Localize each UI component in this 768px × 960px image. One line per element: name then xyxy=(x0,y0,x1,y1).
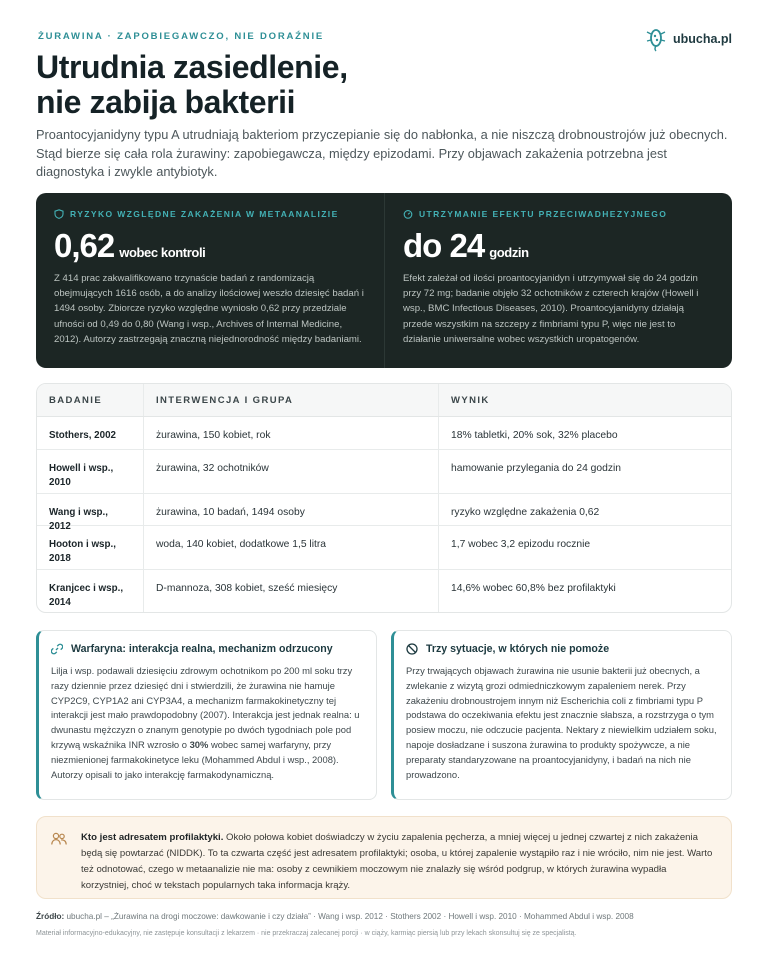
disclaimer: Materiał informacyjno-edukacyjny, nie zastępuje konsultacji z lekarzem · nie przekraczaj zalecanej porcji · w ciąży, karmiąc piersią lub przy lekach skonsultuj się ze specjalistą. xyxy=(36,930,577,937)
lede: Proantocyjanidyny typu A utrudniają bakteriom przyczepianie się do nabłonka, a nie niszczą drobnoustrojów już obecnych. Stąd bierze się cała rola żurawiny: zapobiegawcza, między epizodami. Przy objawach zakażenia potrzebna jest diagnostyka i zwykle antybiotyk. xyxy=(36,127,728,179)
eyebrow: ŻURAWINA · ZAPOBIEGAWCZO, NIE DORAŹNIE xyxy=(38,31,325,42)
title-line-2: nie zabija bakterii xyxy=(36,84,296,120)
source-line xyxy=(36,912,634,921)
card-text-part-2: wobec samej warfaryny, przy niezmienionej farmakokinetyce leku (Mohammed Abdul i wsp., 2008). Autorzy opisali to jako interakcję farmakodynamiczną. xyxy=(51,738,339,780)
limits-card xyxy=(391,630,732,800)
stat-value xyxy=(403,227,714,265)
card-text-part-1: Lilja i wsp. podawali dziesięciu zdrowym ochotnikom po 200 ml soku trzy razy dziennie przez dziesięć dni i stwierdzili, że żurawina nie hamuje CYP2C9, CYP1A2 ani CYP3A4, a mechanizm farmakokinetyczny tej interakcji jest mało prawdopodobny (2007). Interakcja jest jednak realna: u dwunastu mężczyzn o znanym genotypie po dwóch tygodniach pole pod krzywą wskaźnika INR wzrosło o xyxy=(51,665,360,750)
card-text: Przy trwających objawach żurawina nie usunie bakterii już obecnych, a zwlekanie z wizytą grozi odmiedniczkowym zapaleniem nerek. Przy zakażeniu drobnoustrojem innym niż Escherichia coli z fimbriami typu P podstawa do oczekiwania efektu jest znacznie słabsza, a rozstrzyga o tym posiew moczu, nie odczucie pacjenta. Nektary z niewielkim udziałem soku, napoje dosładzane i suszona żurawina to produkty spożywcze, a nie preparaty standaryzowane na proantocyjanidyny, i badań na nich nie prowadzono. xyxy=(406,665,717,780)
source-text: ubucha.pl – „Żurawina na drogi moczowe: dawkowanie i czy działa” · Wang i wsp. 2012 · Stothers 2002 · Howell i wsp. 2010 · Mohammed Abdul i wsp. 2008 xyxy=(64,912,634,921)
table-row xyxy=(37,417,731,450)
column-header-result: WYNIK xyxy=(451,395,490,406)
warfarin-card xyxy=(36,630,377,800)
card-heading xyxy=(406,643,719,655)
stat-description: Z 414 prac zakwalifikowano trzynaście badań z randomizacją obejmujących 1616 osób, a do analizy ilościowej weszło dziesięć badań i 1494 osoby. Zbiorcze ryzyko względne wyniosło 0,62 przy przedziale ufności od 0,49 do 0,80 (Wang i wsp., Archives of Internal Medicine, 2012). Autorzy zastrzegają znaczną niejednorodność między badaniami. xyxy=(54,273,364,345)
card-title: Warfaryna: interakcja realna, mechanizm odrzucony xyxy=(71,643,333,655)
stat-number: 0,62 xyxy=(54,227,115,264)
cell-intervention: żurawina, 10 badań, 1494 osoby xyxy=(144,494,439,525)
stat-kicker xyxy=(54,209,366,219)
stat-relative-risk xyxy=(36,193,384,368)
stat-unit: wobec kontroli xyxy=(119,245,206,260)
audience-note xyxy=(36,816,732,899)
stat-description: Efekt zależał od ilości proantocyjanidyn i utrzymywał się do 24 godzin przy 72 mg; badanie objęło 32 ochotników z czterech krajów (Howell i wsp., BMC Infectious Diseases, 2010). Proantocyjanidyny działają przede wszystkim na szczepy z fimbriami typu P, więc nie jest to działanie uniwersalne wobec wszystkich uropatogenów. xyxy=(403,273,699,345)
table-row xyxy=(37,526,731,570)
stat-kicker-text: RYZYKO WZGLĘDNE ZAKAŻENIA W METAANALIZIE xyxy=(70,209,339,219)
stat-kicker-text: UTRZYMANIE EFEKTU PRZECIWADHEZYJNEGO xyxy=(419,209,668,219)
table-row xyxy=(37,450,731,494)
table-row xyxy=(37,494,731,532)
table-header xyxy=(37,384,731,417)
note-text xyxy=(81,830,717,898)
column-header-intervention: INTERWENCJA I GRUPA xyxy=(144,384,439,416)
source-label: Źródło: xyxy=(36,912,65,921)
table-row xyxy=(37,570,731,612)
ban-icon xyxy=(406,643,418,655)
page-title xyxy=(36,50,596,120)
stat-duration xyxy=(384,193,732,368)
shield-icon xyxy=(54,209,64,219)
stat-kicker xyxy=(403,209,714,219)
note-lead: Kto jest adresatem profilaktyki. xyxy=(81,832,224,843)
cell-intervention: żurawina, 150 kobiet, rok xyxy=(144,417,439,449)
people-icon xyxy=(51,832,67,846)
stat-value xyxy=(54,227,366,265)
card-title: Trzy sytuacje, w których nie pomoże xyxy=(426,643,610,655)
card-heading xyxy=(51,643,364,655)
cell-study: Hooton i wsp., 2018 xyxy=(37,526,144,569)
studies-table xyxy=(36,383,732,613)
cell-result: 14,6% wobec 60,8% bez profilaktyki xyxy=(451,583,616,594)
stat-number: do 24 xyxy=(403,227,485,264)
cell-result: hamowanie przylegania do 24 godzin xyxy=(451,463,622,474)
card-highlight: 30% xyxy=(189,738,209,750)
bacteria-logo-icon xyxy=(646,26,666,52)
brand-logo[interactable] xyxy=(646,26,732,52)
cell-intervention: woda, 140 kobiet, dodatkowe 1,5 litra xyxy=(144,526,439,569)
card-text xyxy=(51,664,364,782)
cell-study: Stothers, 2002 xyxy=(37,417,144,449)
cell-study: Howell i wsp., 2010 xyxy=(37,450,144,493)
cell-study: Kranjcec i wsp., 2014 xyxy=(37,570,144,612)
cell-intervention: żurawina, 32 ochotników xyxy=(144,450,439,493)
stat-unit: godzin xyxy=(489,245,529,260)
stats-panel xyxy=(36,193,732,368)
title-line-1: Utrudnia zasiedlenie, xyxy=(36,49,348,85)
cell-result: ryzyko względne zakażenia 0,62 xyxy=(451,507,600,518)
note-body: Około połowa kobiet doświadczy w życiu zapalenia pęcherza, a mniej więcej u jednej czwartej z nich zakażenia będą się powtarzać (NIDDK). To ta czwarta część jest adresatem profilaktyki; osoba, u której zapalenie wystąpiło raz i nie wróciło, nim nie jest. Warto też odnotować, czego w metaanalizie nie ma: osoby z cewnikiem moczowym nie znalazły się wśród podgrup, w których żurawina wypadła korzystniej, choć w tekstach popularnych taka informacja krąży. xyxy=(81,832,713,891)
link-icon xyxy=(51,643,63,655)
column-header-study: BADANIE xyxy=(37,384,144,416)
cell-study: Wang i wsp., 2012 xyxy=(37,494,144,525)
timer-icon xyxy=(403,209,413,219)
brand-name: ubucha.pl xyxy=(672,32,732,46)
cell-result: 18% tabletki, 20% sok, 32% placebo xyxy=(451,430,618,441)
cell-result: 1,7 wobec 3,2 epizodu rocznie xyxy=(451,539,591,550)
cell-intervention: D-mannoza, 308 kobiet, sześć miesięcy xyxy=(144,570,439,612)
